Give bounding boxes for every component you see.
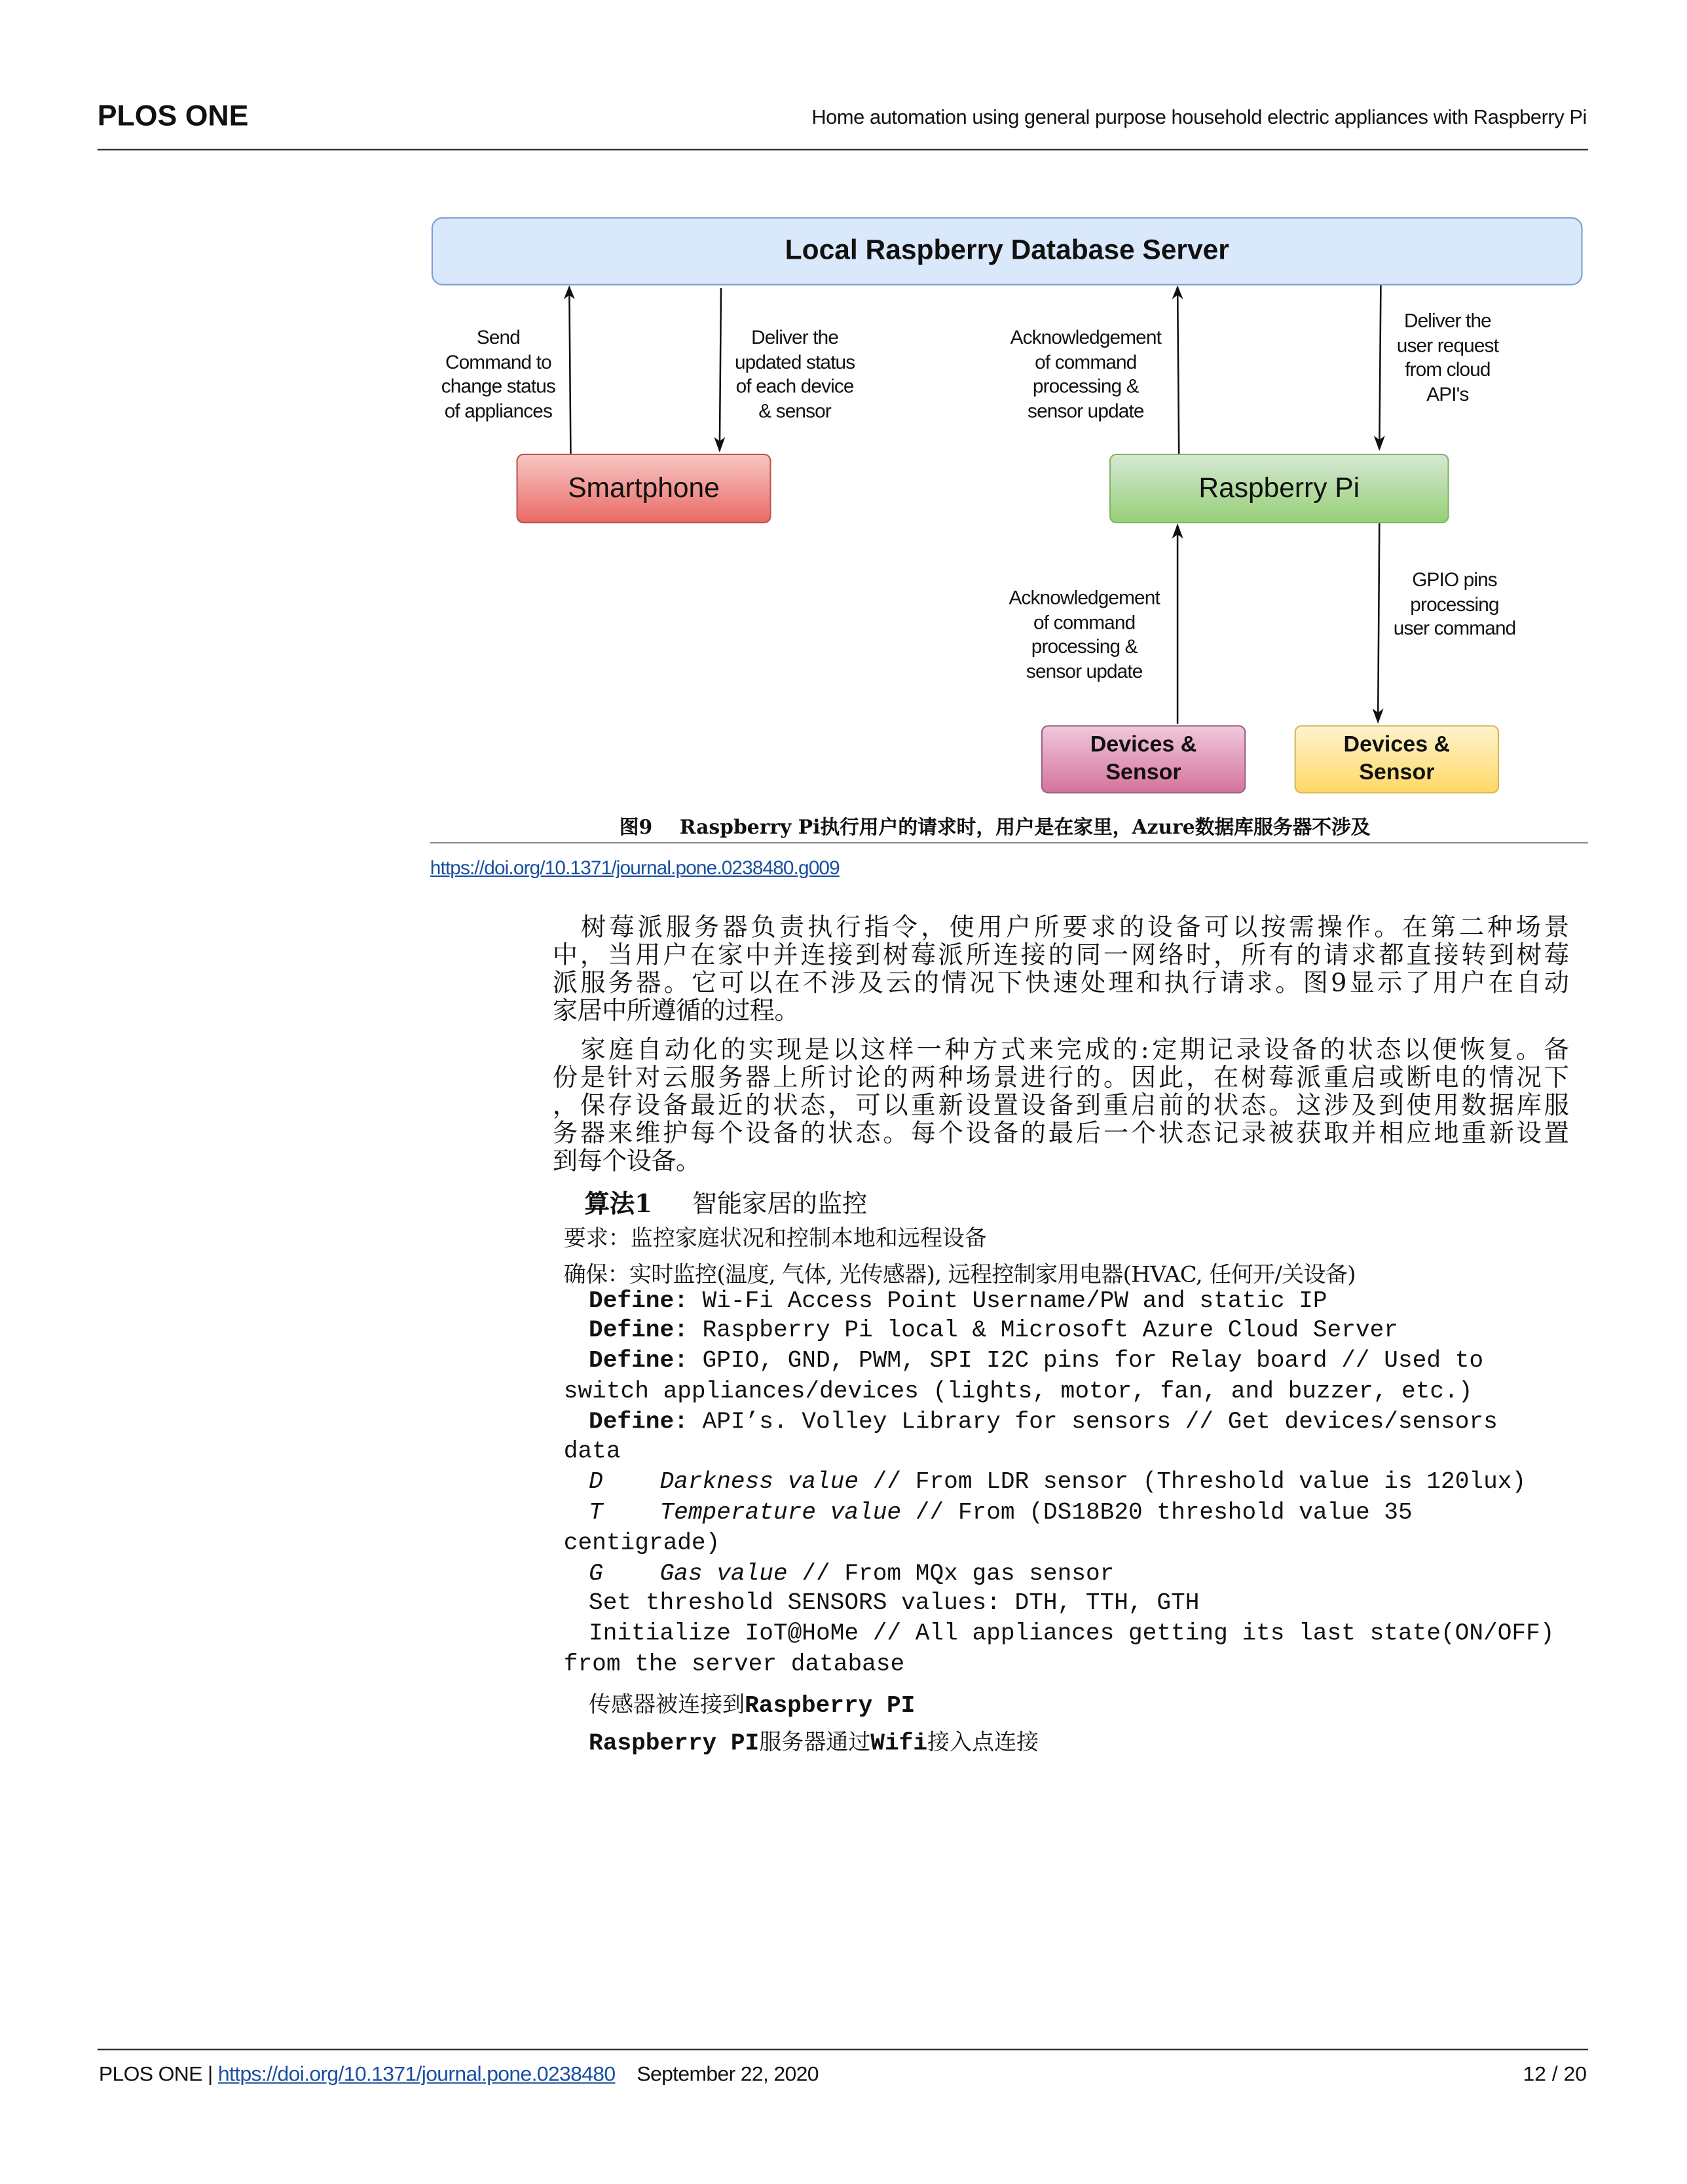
arrow-ack-top [1177,287,1179,454]
keyword: Raspberry PI [745,1694,916,1720]
paragraph-line: 务器来维护每个设备的状态。每个设备的最后一个状态记录被获取并相应地重新设置 [552,1119,1569,1149]
paragraph-line: 家居中所遵循的过程。 [552,996,799,1026]
caption-rule [430,842,1588,843]
algorithm-name: 智能家居的监控 [692,1190,868,1219]
comment: // From LDR sensor (Threshold value is 120lux) [859,1470,1527,1496]
smartphone-box: Smartphone [517,454,771,523]
label-ack-bottom: Acknowledgement of command processing & sensor update [1009,585,1160,682]
define-text: API’s. Volley Library for sensors // Get devices/sensors [688,1410,1498,1437]
define-keyword: Define: [589,1289,688,1316]
cn-text: 服务器通过 [759,1728,871,1756]
algorithm-require: 要求：监控家庭状况和控制本地和远程设备 [563,1225,987,1251]
paragraph-line: 派服务器。它可以在不涉及云的情况下快速处理和执行请求。图9显示了用户在自动 [552,969,1569,998]
caption-number: 图9 [619,817,653,840]
algorithm-title [585,1185,868,1221]
footer-rule [98,2049,1588,2050]
journal-logo: PLOS ONE [97,100,249,132]
var-name: Darkness value [659,1470,859,1496]
footer-journal: PLOS ONE | [98,2062,213,2086]
label-send-command: Send Command to change status of appliances [441,325,556,421]
algo-define-4-cont: data [563,1439,621,1466]
arrow-gpio [1378,523,1379,721]
figure-caption [620,813,1371,841]
label-deliver-status: Deliver the updated status of each device & sensor [734,325,855,421]
server-box: Local Raspberry Database Server [432,217,1583,286]
algo-initialize: Initialize IoT@HoMe // All appliances getting its last state(ON/OFF) [589,1621,1555,1648]
algo-temperature-cont: centigrade) [563,1530,720,1558]
algo-define-1 [589,1289,1327,1315]
page-number: 12 / 20 [1523,2062,1587,2086]
keyword: Raspberry PI [589,1731,760,1758]
keyword: Wifi [870,1731,928,1758]
define-text: Raspberry Pi local & Microsoft Azure Cloud Server [688,1318,1398,1345]
arrow-deliver-status [720,288,721,451]
comment: // From MQx gas sensor [787,1561,1115,1589]
cn-text: 接入点连接 [927,1728,1039,1756]
raspberry-pi-box: Raspberry Pi [1109,454,1449,523]
define-text: Wi-Fi Access Point Username/PW and static IP [688,1289,1327,1316]
footer-left [99,2063,819,2086]
cn-text: 传感器被连接到 [589,1691,745,1718]
label-gpio: GPIO pins processing user command [1393,568,1516,639]
define-text: GPIO, GND, PWM, SPI I2C pins for Relay board // Used to [688,1348,1484,1375]
define-keyword: Define: [589,1348,688,1375]
arrow-deliver-request [1379,286,1381,449]
devices-sensor-box-right: Devices & Sensor [1295,725,1499,793]
comment: // From (DS18B20 threshold value 35 [901,1500,1413,1527]
var-name: Gas value [659,1561,788,1589]
paragraph-line: ，保存设备最近的状态，可以重新设置设备到重启前的状态。这涉及到使用数据库服 [552,1091,1569,1120]
algo-gas [589,1562,1114,1588]
caption-text: Raspberry Pi执行用户的请求时，用户是在家里，Azure数据库服务器不涉及 [679,817,1371,840]
algorithm-number: 算法1 [584,1190,652,1219]
paragraph-line: 份是针对云服务器上所讨论的两种场景进行的。因此，在树莓派重启或断电的情况下 [552,1063,1569,1093]
algo-rpi-connect [589,1724,1039,1758]
running-title: Home automation using general purpose household electric appliances with Raspberry Pi [811,107,1587,130]
algo-define-2 [589,1318,1398,1344]
algo-define-4 [589,1410,1498,1436]
footer-date: September 22, 2020 [637,2062,819,2086]
var: D [589,1470,603,1496]
var: T [589,1500,603,1527]
var: G [589,1561,603,1589]
var-name: Temperature value [659,1500,902,1527]
algo-set-threshold: Set threshold SENSORS values: DTH, TTH, GTH [589,1591,1200,1618]
algo-sensor-connect [589,1687,915,1720]
label-deliver-request: Deliver the user request from cloud API's [1396,308,1499,405]
algorithm-ensure: 确保：实时监控(温度, 气体, 光传感器), 远程控制家用电器(HVAC, 任何开/关设备) [563,1261,1356,1287]
footer-doi-link[interactable]: https://doi.org/10.1371/journal.pone.0238480 [217,2062,616,2086]
arrows [0,0,1687,863]
define-keyword: Define: [589,1318,688,1345]
algo-define-3 [589,1349,1483,1375]
label-ack-top: Acknowledgement of command processing & sensor update [1010,325,1162,421]
paragraph-line: 树莓派服务器负责执行指令，使用户所要求的设备可以按需操作。在第二种场景 [552,913,1569,942]
algo-initialize-cont: from the server database [563,1652,905,1679]
arrow-send-command [569,287,570,454]
paragraph-line: 家庭自动化的实现是以这样一种方式来完成的:定期记录设备的状态以便恢复。备 [552,1035,1569,1065]
paragraph-line: 到每个设备。 [552,1147,701,1176]
paragraph-line: 中，当用户在家中并连接到树莓派所连接的同一网络时，所有的请求都直接转到树莓 [552,940,1569,971]
algo-temperature [589,1500,1413,1527]
define-keyword: Define: [589,1410,688,1437]
algo-define-3-cont: switch appliances/devices (lights, motor, fan, and buzzer, etc.) [563,1379,1473,1406]
devices-sensor-box-left: Devices & Sensor [1041,725,1246,793]
algo-darkness [589,1470,1526,1496]
figure-doi-link[interactable]: https://doi.org/10.1371/journal.pone.0238480.g009 [430,856,840,879]
